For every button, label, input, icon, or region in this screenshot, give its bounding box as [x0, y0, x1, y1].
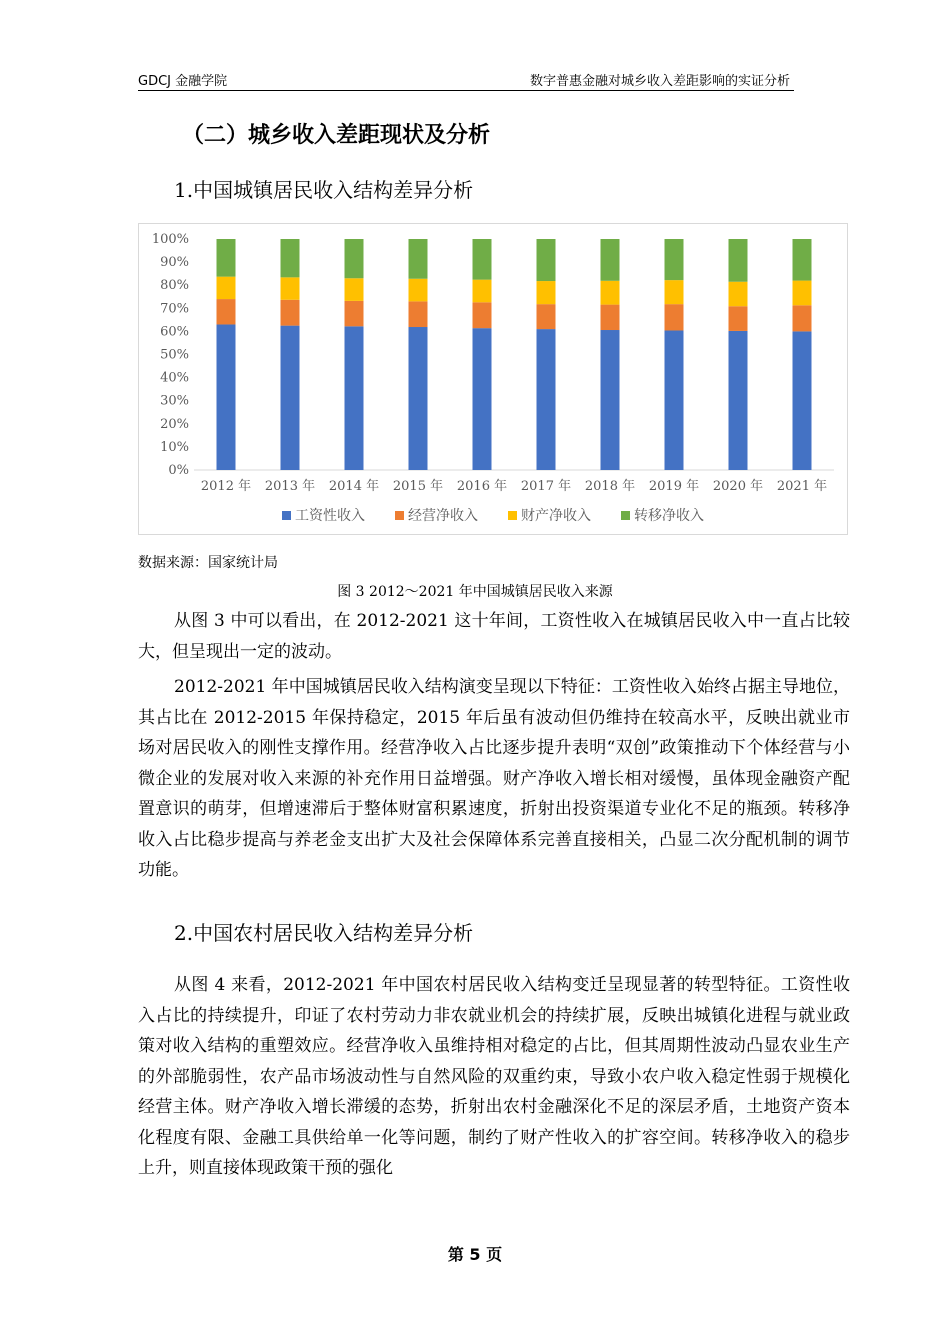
x-tick-label: 2013 年: [264, 479, 316, 494]
bar-segment: [793, 281, 812, 306]
figure-caption: 图 3 2012～2021 年中国城镇居民收入来源: [337, 584, 613, 600]
bar-segment: [409, 327, 428, 470]
bar-segment: [473, 302, 492, 328]
bar-segment: [409, 301, 428, 327]
bar-segment: [793, 239, 812, 281]
bar-segment: [729, 239, 748, 282]
y-tick-label: 80%: [160, 278, 189, 294]
header-left: GDCJ 金融学院: [138, 74, 228, 89]
paragraph-1: 从图 3 中可以看出，在 2012-2021 这十年间，工资性收入在城镇居民收入中一直占比较大，但呈现出一定的波动。: [138, 611, 850, 662]
header-right: 数字普惠金融对城乡收入差距影响的实证分析: [529, 74, 790, 89]
x-tick-label: 2018 年: [584, 479, 636, 494]
bar-segment: [409, 239, 428, 279]
bar-segment: [217, 299, 236, 324]
bar-segment: [729, 306, 748, 331]
legend-swatch: [621, 511, 630, 520]
legend-label: 财产净收入: [521, 508, 591, 524]
income-structure-chart: [138, 223, 848, 535]
section-title: （二）城乡收入差距现状及分析: [182, 123, 491, 148]
bar-segment: [601, 281, 620, 305]
x-tick-label: 2019 年: [648, 479, 700, 494]
bar-segment: [537, 304, 556, 329]
legend-label: 转移净收入: [634, 508, 704, 524]
bar-segment: [345, 239, 364, 278]
bar-segment: [217, 277, 236, 299]
paragraph-3: 从图 4 来看，2012-2021 年中国农村居民收入结构变迁呈现显著的转型特征。工资性收入占比的持续提升，印证了农村劳动力非农就业机会的持续扩展，反映出城镇化进程与就业政策对收入结构的重塑效应。经营净收入虽维持相对稳定的占比，但其周期性波动凸显农业生产的外部脆弱性，农产品市场波动性与自然风险的双重约束，导致小农户收入稳定性弱于规模化经营主体。财产净收入增长滞缓的态势，折射出农村金融深化不足的深层矛盾，土地资产资本化程度有限、金融工具供给单一化等问题，制约了财产性收入的扩容空间。转移净收入的稳步上升，则直接体现政策干预的强化: [138, 975, 850, 1178]
y-tick-label: 40%: [160, 370, 189, 386]
x-tick-label: 2017 年: [520, 479, 572, 494]
bar-segment: [665, 304, 684, 330]
subsection-title-2: 2.中国农村居民收入结构差异分析: [174, 921, 474, 945]
legend-swatch: [282, 511, 291, 520]
paragraph-2: 2012-2021 年中国城镇居民收入结构演变呈现以下特征：工资性收入始终占据主导地位，其占比在 2012-2015 年保持稳定，2015 年后虽有波动但仍维持在较高水平，反映出就业市场对居民收入的刚性支撑作用。经营净收入占比逐步提升表明“双创”政策推动下个体经营与小微企业的发展对收入来源的补充作用日益增强。财产净收入增长相对缓慢，虽体现金融资产配置意识的萌芽，但增速滞后于整体财富积累速度，折射出投资渠道专业化不足的瓶颈。转移净收入占比稳步提高与养老金支出扩大及社会保障体系完善直接相关，凸显二次分配机制的调节功能。: [138, 677, 850, 880]
y-tick-label: 10%: [160, 439, 189, 455]
bar-segment: [345, 326, 364, 470]
bar-segment: [409, 279, 428, 302]
bar-segment: [281, 326, 300, 470]
bar-segment: [601, 239, 620, 281]
y-tick-label: 60%: [160, 324, 189, 340]
bar-segment: [345, 301, 364, 326]
bar-segment: [281, 277, 300, 299]
bar-segment: [537, 281, 556, 304]
chart-svg: [139, 224, 847, 534]
legend-label: 工资性收入: [295, 508, 365, 524]
bar-segment: [601, 305, 620, 330]
bar-segment: [793, 331, 812, 470]
bar-segment: [473, 328, 492, 470]
y-tick-label: 70%: [160, 301, 189, 317]
x-tick-label: 2012 年: [200, 479, 252, 494]
bar-segment: [537, 329, 556, 470]
x-tick-label: 2020 年: [712, 479, 764, 494]
bar-segment: [793, 305, 812, 331]
x-tick-label: 2016 年: [456, 479, 508, 494]
y-tick-label: 30%: [160, 393, 189, 409]
y-tick-label: 100%: [151, 232, 189, 247]
x-tick-label: 2014 年: [328, 479, 380, 494]
x-tick-label: 2021 年: [776, 479, 828, 494]
y-tick-label: 20%: [160, 416, 189, 432]
x-tick-label: 2015 年: [392, 479, 444, 494]
bar-segment: [281, 300, 300, 326]
y-tick-label: 90%: [160, 255, 189, 271]
bar-segment: [217, 324, 236, 470]
bar-segment: [281, 239, 300, 277]
y-tick-label: 50%: [160, 347, 189, 363]
y-tick-label: 0%: [168, 463, 189, 478]
legend-swatch: [395, 511, 404, 520]
bar-segment: [665, 280, 684, 304]
bar-segment: [473, 239, 492, 280]
legend-swatch: [508, 511, 517, 520]
bar-segment: [217, 239, 236, 277]
bar-segment: [537, 239, 556, 281]
bar-segment: [665, 239, 684, 280]
page-number: 第 5 页: [447, 1245, 503, 1264]
bar-segment: [665, 330, 684, 470]
bar-segment: [729, 282, 748, 306]
data-source: 数据来源：国家统计局: [138, 555, 278, 571]
bar-segment: [601, 330, 620, 470]
page-header: [138, 68, 794, 91]
bar-segment: [345, 278, 364, 301]
bar-segment: [729, 331, 748, 470]
bar-segment: [473, 280, 492, 303]
legend-label: 经营净收入: [408, 508, 478, 524]
subsection-title-1: 1.中国城镇居民收入结构差异分析: [174, 178, 474, 202]
